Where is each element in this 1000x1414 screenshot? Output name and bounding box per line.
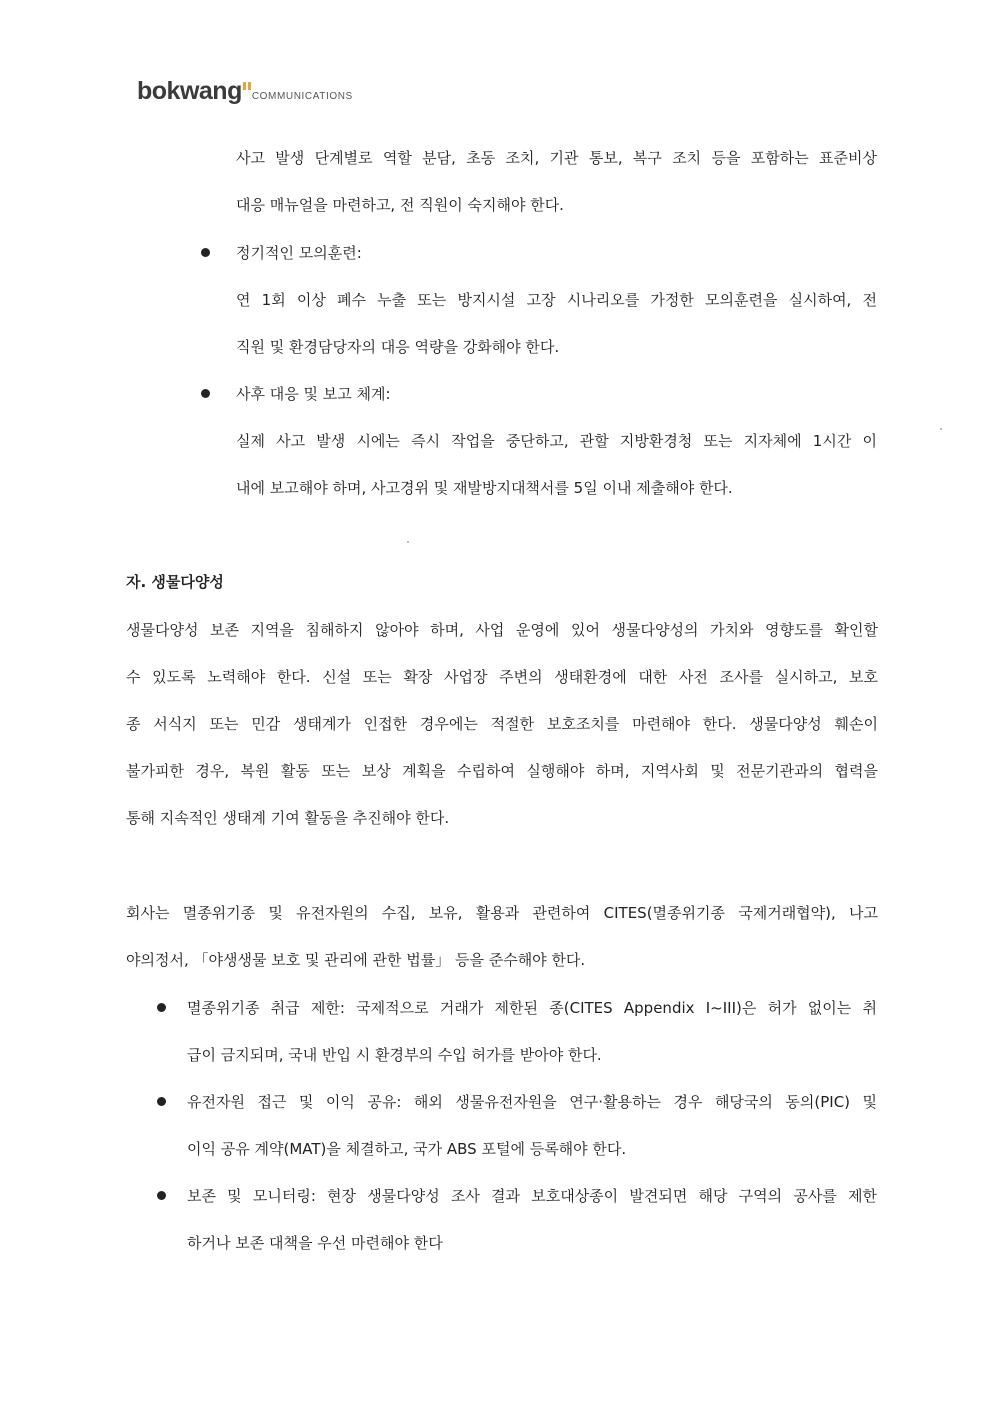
- bullet-text-line: 내에 보고해야 하며, 사고경위 및 재발방지대책서를 5일 이내 제출해야 한다.: [236, 479, 733, 497]
- bullet-text-line: 하거나 보존 대책을 우선 마련해야 한다: [187, 1234, 443, 1252]
- company-logo: [137, 74, 353, 104]
- bullet-text-line: 보존 및 모니터링: 현장 생물다양성 조사 결과 보호대상종이 발견되면 해당 구역의 공사를 제한: [187, 1187, 877, 1205]
- bullet-text-line: 유전자원 접근 및 이익 공유: 해외 생물유전자원을 연구·활용하는 경우 해당국의 동의(PIC) 및: [187, 1093, 877, 1111]
- bullet-icon: [201, 248, 210, 257]
- bullet-text-line: 직원 및 환경담당자의 대응 역량을 강화해야 한다.: [236, 338, 560, 356]
- speck: [940, 428, 942, 430]
- bullet-icon: [157, 1191, 166, 1200]
- paragraph-line: 통해 지속적인 생태계 기여 활동을 추진해야 한다.: [126, 809, 450, 827]
- paragraph-line: 종 서식지 또는 민감 생태계가 인접한 경우에는 적절한 보호조치를 마련해야 한다. 생물다양성 훼손이: [126, 715, 878, 733]
- logo-wordmark: bokwang: [137, 77, 242, 105]
- paragraph-line: 야의정서, 「야생생물 보호 및 관리에 관한 법률」 등을 준수해야 한다.: [126, 951, 586, 969]
- paragraph-line: 수 있도록 노력해야 한다. 신설 또는 확장 사업장 주변의 생태환경에 대한 사전 조사를 실시하고, 보호: [126, 668, 878, 686]
- bullet-icon: [157, 1097, 166, 1106]
- bullet-text-line: 연 1회 이상 폐수 누출 또는 방지시설 고장 시나리오를 가정한 모의훈련을 실시하여, 전: [236, 291, 877, 309]
- logo-subtitle: COMMUNICATIONS: [251, 91, 353, 102]
- bullet-icon: [157, 1003, 166, 1012]
- bullet-icon: [201, 389, 210, 398]
- paragraph-line: 불가피한 경우, 복원 활동 또는 보상 계획을 수립하여 실행해야 하며, 지역사회 및 전문기관과의 협력을: [126, 762, 878, 780]
- paragraph-line: 생물다양성 보존 지역을 침해하지 않아야 하며, 사업 운영에 있어 생물다양성의 가치와 영향도를 확인할: [126, 621, 878, 639]
- bullet-text-line: 이익 공유 계약(MAT)을 체결하고, 국가 ABS 포털에 등록해야 한다.: [187, 1140, 627, 1158]
- bullet-title: 사후 대응 및 보고 체계:: [236, 385, 391, 403]
- logo-accent-bars-icon: [243, 82, 251, 90]
- section-heading: 자. 생물다양성: [126, 573, 224, 591]
- bullet-title: 정기적인 모의훈련:: [236, 244, 362, 262]
- paragraph-line: 대응 매뉴얼을 마련하고, 전 직원이 숙지해야 한다.: [236, 196, 564, 214]
- speck: [407, 541, 409, 543]
- bullet-text-line: 급이 금지되며, 국내 반입 시 환경부의 수입 허가를 받아야 한다.: [187, 1046, 602, 1064]
- bullet-text-line: 실제 사고 발생 시에는 즉시 작업을 중단하고, 관할 지방환경청 또는 지자체에 1시간 이: [236, 432, 877, 450]
- paragraph-line: 사고 발생 단계별로 역할 분담, 초동 조치, 기관 통보, 복구 조치 등을 포함하는 표준비상: [236, 149, 877, 167]
- paragraph-line: 회사는 멸종위기종 및 유전자원의 수집, 보유, 활용과 관련하여 CITES(멸종위기종 국제거래협약), 나고: [126, 904, 878, 922]
- bullet-text-line: 멸종위기종 취급 제한: 국제적으로 거래가 제한된 종(CITES Appendix I~III)은 허가 없이는 취: [187, 999, 877, 1017]
